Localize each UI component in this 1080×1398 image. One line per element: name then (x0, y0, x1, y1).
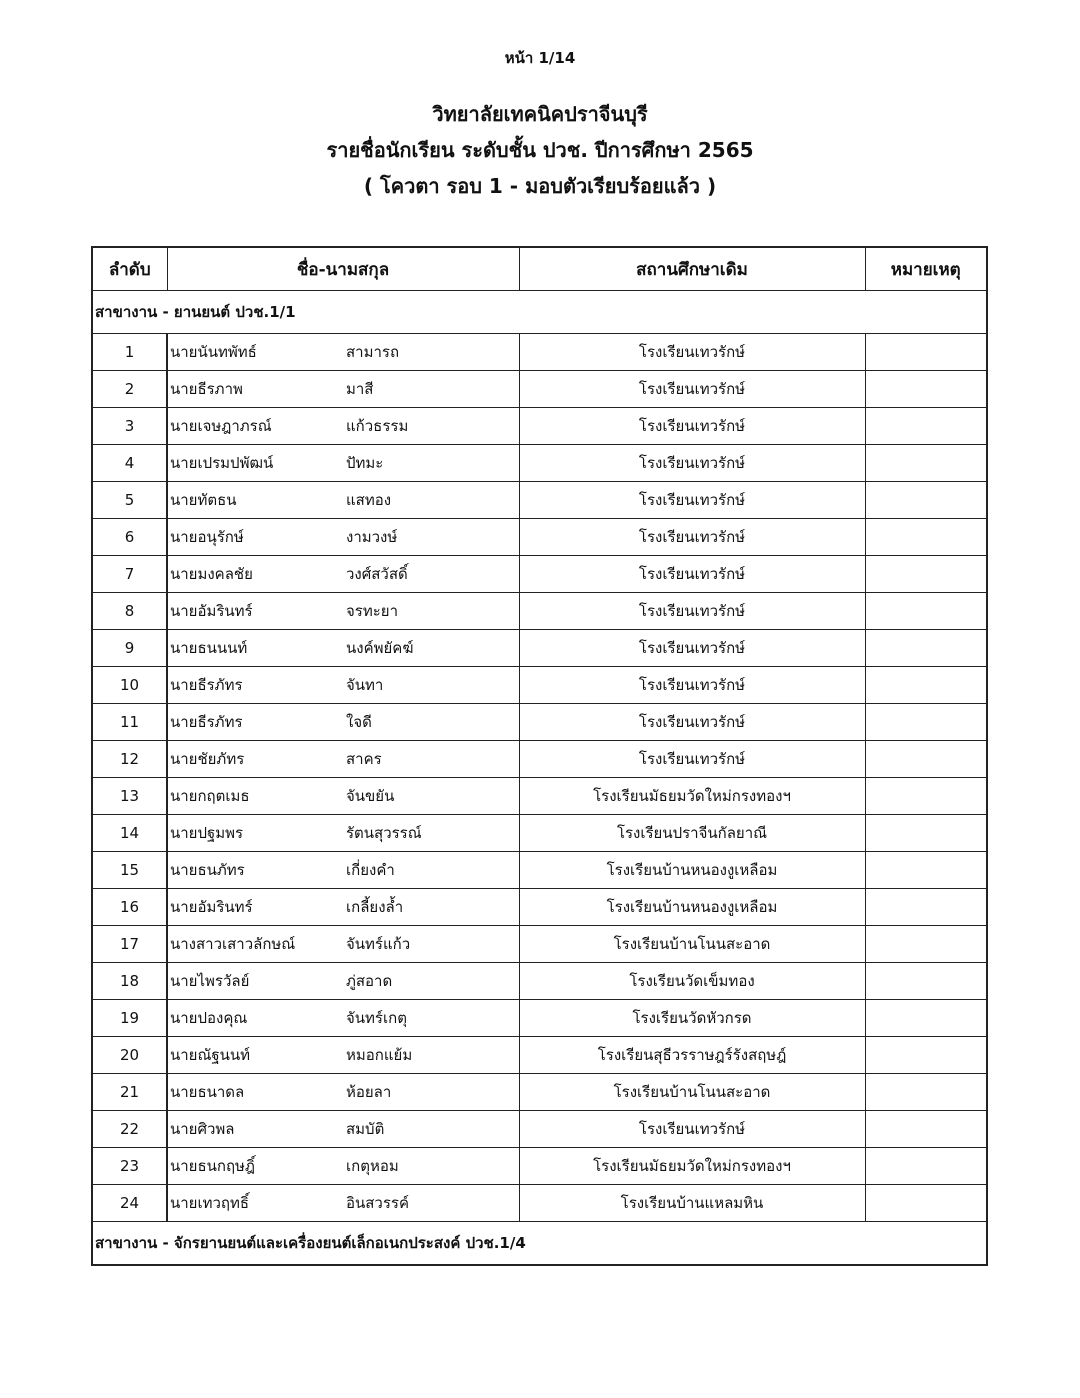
student-name (167, 1074, 519, 1111)
row-number: 18 (92, 963, 167, 1000)
previous-school: โรงเรียนบ้านโนนสะอาด (519, 926, 865, 963)
student-table (91, 246, 988, 1266)
table-row (92, 408, 987, 445)
first-name: นางสาวเสาวลักษณ์ (170, 935, 296, 953)
last-name: ใจดี (346, 713, 372, 731)
table-row (92, 334, 987, 371)
first-name: นายชัยภัทร (170, 750, 245, 768)
previous-school: โรงเรียนบ้านหนองงูเหลือม (519, 852, 865, 889)
table-row (92, 556, 987, 593)
first-name: นายณัฐนนท์ (170, 1046, 251, 1064)
college-name: วิทยาลัยเทคนิคปราจีนบุรี (432, 102, 648, 126)
student-name (167, 667, 519, 704)
last-name: สมบัติ (346, 1120, 385, 1138)
remark-cell (865, 371, 987, 408)
previous-school: โรงเรียนเทวรักษ์ (519, 704, 865, 741)
remark-cell (865, 926, 987, 963)
student-name (167, 630, 519, 667)
remark-cell (865, 482, 987, 519)
remark-cell (865, 889, 987, 926)
table-header-row (92, 247, 987, 291)
row-number: 14 (92, 815, 167, 852)
last-name: สามารถ (346, 343, 400, 361)
remark-cell (865, 519, 987, 556)
remark-cell (865, 630, 987, 667)
previous-school: โรงเรียนเทวรักษ์ (519, 519, 865, 556)
table-row (92, 519, 987, 556)
remark-cell (865, 445, 987, 482)
header-name: ชื่อ-นามสกุล (167, 247, 519, 291)
table-row (92, 667, 987, 704)
table-row (92, 1148, 987, 1185)
remark-cell (865, 408, 987, 445)
row-number: 22 (92, 1111, 167, 1148)
row-number: 13 (92, 778, 167, 815)
previous-school: โรงเรียนเทวรักษ์ (519, 667, 865, 704)
student-name (167, 1148, 519, 1185)
row-number: 12 (92, 741, 167, 778)
previous-school: โรงเรียนวัดเข็มทอง (519, 963, 865, 1000)
section-label: สาขางาน - ยานยนต์ ปวช.1/1 (92, 291, 987, 334)
previous-school: โรงเรียนเทวรักษ์ (519, 408, 865, 445)
student-name (167, 963, 519, 1000)
student-name (167, 445, 519, 482)
remark-cell (865, 704, 987, 741)
table-row (92, 593, 987, 630)
row-number: 1 (92, 334, 167, 371)
row-number: 3 (92, 408, 167, 445)
previous-school: โรงเรียนเทวรักษ์ (519, 1111, 865, 1148)
previous-school: โรงเรียนเทวรักษ์ (519, 593, 865, 630)
section-row (92, 1222, 987, 1266)
previous-school: โรงเรียนบ้านหนองงูเหลือม (519, 889, 865, 926)
first-name: นายเปรมปพัฒน์ (170, 454, 274, 472)
remark-cell (865, 1000, 987, 1037)
student-name (167, 519, 519, 556)
last-name: จรทะยา (346, 602, 399, 620)
section-label: สาขางาน - จักรยานยนต์และเครื่องยนต์เล็กอเนกประสงค์ ปวช.1/4 (92, 1222, 987, 1266)
first-name: นายปฐมพร (170, 824, 244, 842)
last-name: งามวงษ์ (346, 528, 398, 546)
last-name: มาสี (346, 380, 374, 398)
section-row (92, 291, 987, 334)
first-name: นายอนุรักษ์ (170, 528, 244, 546)
previous-school: โรงเรียนบ้านโนนสะอาด (519, 1074, 865, 1111)
row-number: 23 (92, 1148, 167, 1185)
list-subtitle: ( โควตา รอบ 1 - มอบตัวเรียบร้อยแล้ว ) (363, 174, 717, 198)
student-name (167, 704, 519, 741)
first-name: นายกฤตเมธ (170, 787, 250, 805)
row-number: 4 (92, 445, 167, 482)
last-name: หมอกแย้ม (346, 1046, 413, 1064)
table-row (92, 741, 987, 778)
last-name: เกลี้ยงล้ำ (346, 898, 404, 916)
last-name: ภู่สอาด (346, 972, 393, 990)
last-name: รัตนสุวรรณ์ (346, 824, 422, 842)
first-name: นายอัมรินทร์ (170, 898, 253, 916)
previous-school: โรงเรียนมัธยมวัดใหม่กรงทองฯ (519, 1148, 865, 1185)
first-name: นายธีรภาพ (170, 380, 243, 398)
table-row (92, 482, 987, 519)
previous-school: โรงเรียนวัดหัวกรด (519, 1000, 865, 1037)
row-number: 16 (92, 889, 167, 926)
first-name: นายนันทพัทธ์ (170, 343, 257, 361)
row-number: 20 (92, 1037, 167, 1074)
student-name (167, 593, 519, 630)
table-row (92, 852, 987, 889)
table-row (92, 371, 987, 408)
remark-cell (865, 852, 987, 889)
first-name: นายธีรภัทร (170, 713, 243, 731)
previous-school: โรงเรียนเทวรักษ์ (519, 482, 865, 519)
last-name: วงศ์สวัสดิ์ (346, 565, 408, 583)
table-row (92, 889, 987, 926)
student-name (167, 556, 519, 593)
previous-school: โรงเรียนมัธยมวัดใหม่กรงทองฯ (519, 778, 865, 815)
last-name: จันทร์เกตุ (346, 1009, 407, 1027)
student-name (167, 1037, 519, 1074)
last-name: ปัทมะ (346, 454, 384, 472)
first-name: นายเทวฤทธิ์ (170, 1194, 250, 1212)
header-school: สถานศึกษาเดิม (519, 247, 865, 291)
remark-cell (865, 1074, 987, 1111)
remark-cell (865, 741, 987, 778)
previous-school: โรงเรียนเทวรักษ์ (519, 334, 865, 371)
last-name: เกตุหอม (346, 1157, 399, 1175)
table-row (92, 1185, 987, 1222)
last-name: เกี่ยงคำ (346, 861, 395, 879)
row-number: 21 (92, 1074, 167, 1111)
student-name (167, 778, 519, 815)
table-row (92, 963, 987, 1000)
student-name (167, 482, 519, 519)
previous-school: โรงเรียนสุธีวรราษฎร์รังสฤษฎ์ (519, 1037, 865, 1074)
student-name (167, 741, 519, 778)
student-name (167, 371, 519, 408)
student-name (167, 889, 519, 926)
first-name: นายไพรวัลย์ (170, 972, 250, 990)
row-number: 11 (92, 704, 167, 741)
page-number: หน้า 1/14 (504, 49, 576, 67)
first-name: นายอัมรินทร์ (170, 602, 253, 620)
table-row (92, 445, 987, 482)
list-title: รายชื่อนักเรียน ระดับชั้น ปวช. ปีการศึกษา 2565 (326, 138, 754, 162)
document-title-block (0, 96, 1080, 204)
row-number: 17 (92, 926, 167, 963)
first-name: นายธีรภัทร (170, 676, 243, 694)
table-row (92, 926, 987, 963)
remark-cell (865, 963, 987, 1000)
student-name (167, 408, 519, 445)
previous-school: โรงเรียนบ้านแหลมหิน (519, 1185, 865, 1222)
remark-cell (865, 1185, 987, 1222)
table-row (92, 704, 987, 741)
table-row (92, 778, 987, 815)
table-row (92, 1074, 987, 1111)
table-row (92, 630, 987, 667)
student-name (167, 1111, 519, 1148)
first-name: นายธนนนท์ (170, 639, 248, 657)
row-number: 24 (92, 1185, 167, 1222)
table-row (92, 815, 987, 852)
remark-cell (865, 815, 987, 852)
remark-cell (865, 334, 987, 371)
row-number: 8 (92, 593, 167, 630)
row-number: 7 (92, 556, 167, 593)
remark-cell (865, 1148, 987, 1185)
student-name (167, 1000, 519, 1037)
header-remark: หมายเหตุ (865, 247, 987, 291)
table-row (92, 1037, 987, 1074)
last-name: แก้วธรรม (346, 417, 409, 435)
student-name (167, 1185, 519, 1222)
previous-school: โรงเรียนเทวรักษ์ (519, 371, 865, 408)
student-name (167, 852, 519, 889)
header-no: ลำดับ (92, 247, 167, 291)
student-name (167, 334, 519, 371)
table-row (92, 1000, 987, 1037)
remark-cell (865, 556, 987, 593)
first-name: นายปองคุณ (170, 1009, 248, 1027)
previous-school: โรงเรียนเทวรักษ์ (519, 741, 865, 778)
row-number: 10 (92, 667, 167, 704)
last-name: จันทร์แก้ว (346, 935, 411, 953)
last-name: นงค์พยัคฆ์ (346, 639, 414, 657)
row-number: 2 (92, 371, 167, 408)
remark-cell (865, 778, 987, 815)
first-name: นายเจษฎาภรณ์ (170, 417, 272, 435)
previous-school: โรงเรียนปราจีนกัลยาณี (519, 815, 865, 852)
row-number: 19 (92, 1000, 167, 1037)
first-name: นายมงคลชัย (170, 565, 253, 583)
first-name: นายธนาดล (170, 1083, 245, 1101)
previous-school: โรงเรียนเทวรักษ์ (519, 556, 865, 593)
last-name: แสทอง (346, 491, 392, 509)
last-name: สาคร (346, 750, 382, 768)
remark-cell (865, 1111, 987, 1148)
remark-cell (865, 593, 987, 630)
row-number: 9 (92, 630, 167, 667)
first-name: นายทัตธน (170, 491, 237, 509)
last-name: อินสวรรค์ (346, 1194, 409, 1212)
previous-school: โรงเรียนเทวรักษ์ (519, 630, 865, 667)
first-name: นายธนกฤษฎิ์ (170, 1157, 255, 1175)
row-number: 5 (92, 482, 167, 519)
remark-cell (865, 1037, 987, 1074)
student-name (167, 926, 519, 963)
row-number: 6 (92, 519, 167, 556)
last-name: จันทา (346, 676, 384, 694)
first-name: นายศิวพล (170, 1120, 235, 1138)
student-name (167, 815, 519, 852)
first-name: นายธนภัทร (170, 861, 245, 879)
row-number: 15 (92, 852, 167, 889)
last-name: จันขยัน (346, 787, 395, 805)
table-row (92, 1111, 987, 1148)
remark-cell (865, 667, 987, 704)
previous-school: โรงเรียนเทวรักษ์ (519, 445, 865, 482)
last-name: ห้อยลา (346, 1083, 392, 1101)
